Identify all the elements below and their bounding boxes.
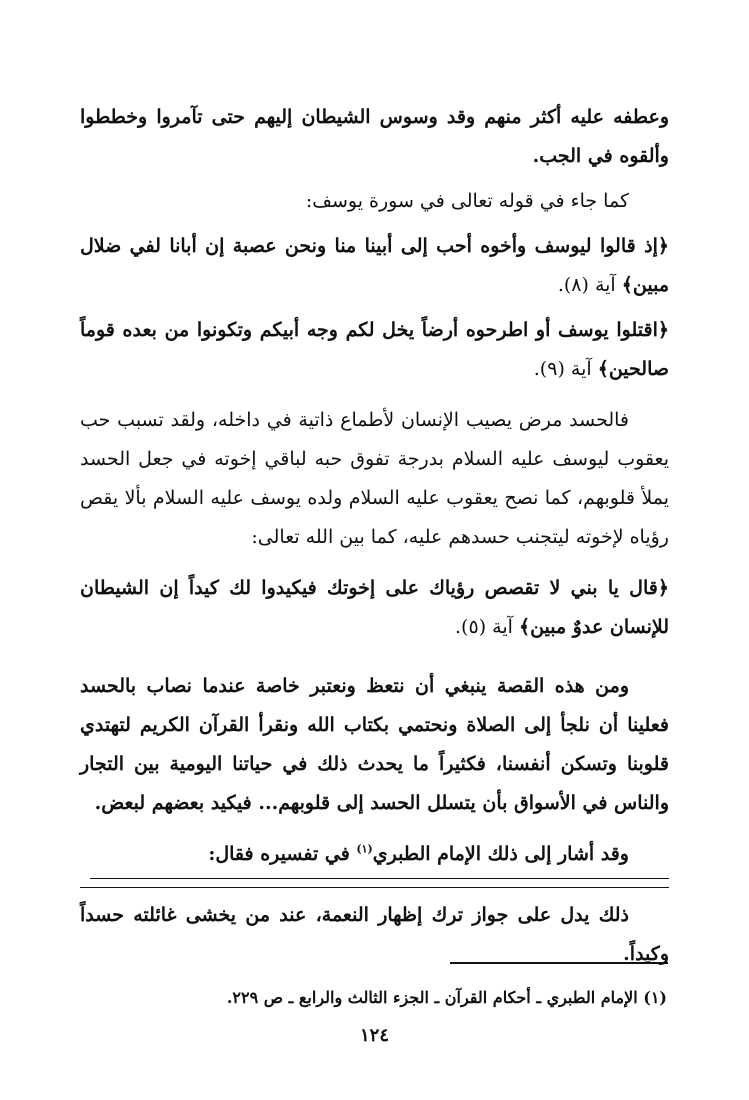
verse-reference: آية (٩). bbox=[533, 358, 598, 380]
body-text bbox=[80, 98, 669, 974]
quran-verse-5 bbox=[80, 569, 669, 647]
tabari-quote: ذلك يدل على جواز ترك إظهار النعمة، عند من يخشى غائلته حسداً وكيداً. bbox=[80, 887, 669, 974]
quran-verse-8 bbox=[80, 227, 669, 305]
verse-text: ﴿قال يا بني لا تقصص رؤياك على إخوتك فيكيدوا لك كيداً إن الشيطان للإنسان عدوٌ مبين﴾ bbox=[80, 577, 669, 638]
page-number: ١٢٤ bbox=[359, 1025, 389, 1046]
paragraph-tabari bbox=[90, 835, 669, 879]
footnote: (١) الإمام الطبري ـ أحكام القرآن ـ الجزء الثالث والرابع ـ ص ٢٢٩. bbox=[226, 988, 667, 1007]
paragraph-quote-intro: كما جاء في قوله تعالى في سورة يوسف: bbox=[305, 190, 629, 212]
tabari-text-a: وقد أشار إلى ذلك الإمام الطبري bbox=[372, 843, 629, 865]
paragraph-lesson: ومن هذه القصة ينبغي أن نتعظ ونعتبر خاصة عندما نصاب بالحسد فعلينا أن نلجأ إلى الصلاة ونحتمي بكتاب الله ونقرأ القرآن الكريم لتهتدي قلوبنا وتسكن أنفسنا، فكثيراً ما يحدث ذلك في حياتنا اليومية بين التجار والناس في الأسواق بأن يتسلل الحسد إلى قلوبهم... فيكيد بعضهم لبعض. bbox=[80, 675, 669, 814]
verse-reference: آية (٨). bbox=[557, 274, 622, 296]
verse-text: ﴿اقتلوا يوسف أو اطرحوه أرضاً يخل لكم وجه أبيكم وتكونوا من بعده قوماً صالحين﴾ bbox=[80, 319, 669, 380]
quran-verse-9 bbox=[80, 311, 669, 389]
verse-reference: آية (٥). bbox=[455, 616, 519, 638]
footnote-divider bbox=[450, 962, 668, 964]
paragraph-intro: وعطفه عليه أكثر منهم وقد وسوس الشيطان إليهم حتى تآمروا وخططوا وألقوه في الجب. bbox=[80, 106, 669, 167]
footnote-marker: (١) bbox=[356, 842, 373, 856]
tabari-text-b: في تفسيره فقال: bbox=[208, 843, 357, 865]
paragraph-envy: فالحسد مرض يصيب الإنسان لأطماع ذاتية في داخله، ولقد تسبب حب يعقوب ليوسف عليه السلام بدرجة تفوق حبه لباقي إخوته في جعل الحسد يملأ قلوبهم، كما نصح يعقوب عليه السلام ولده يوسف عليه السلام بألا يقص رؤياه لإخوته ليتجنب حسدهم عليه، كما بين الله تعالى: bbox=[80, 409, 669, 548]
verse-text: ﴿إذ قالوا ليوسف وأخوه أحب إلى أبينا منا ونحن عصبة إن أبانا لفي ضلال مبين﴾ bbox=[80, 235, 669, 296]
